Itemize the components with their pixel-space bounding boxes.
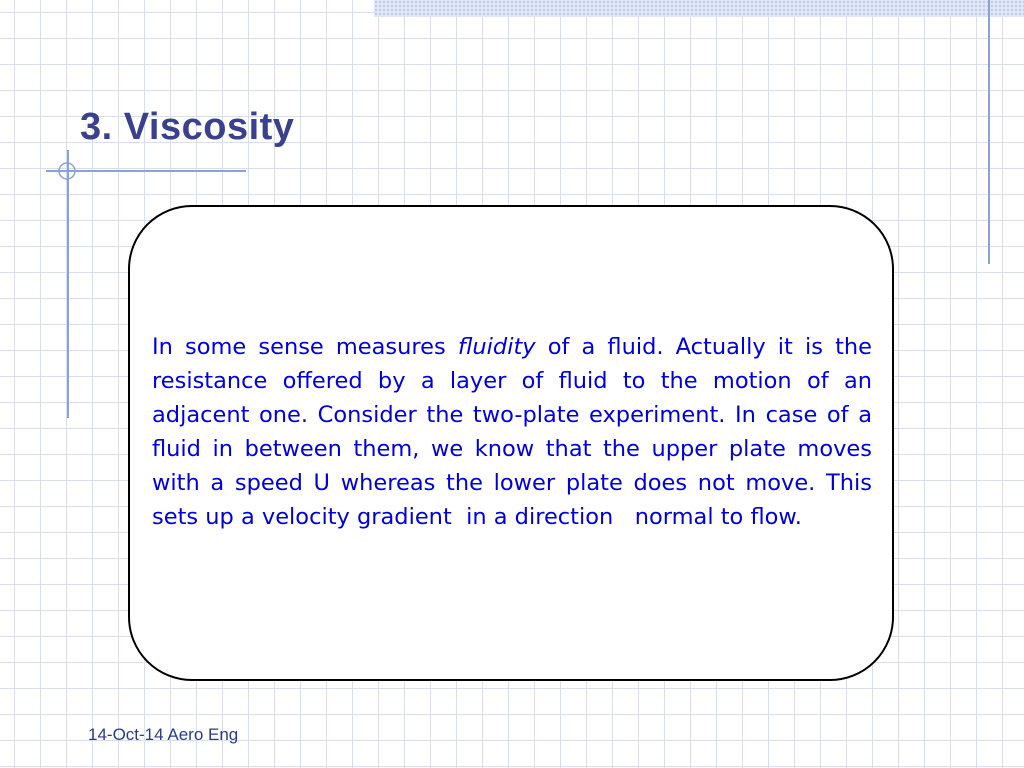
body-text-rest: of a fluid. Actually it is the resistance offered by a layer of fluid to the motion of an adjacent one. Consider the two-plate experiment. In case of a fluid in between them, we know that the upper plate moves with a speed U whereas the lower plate does not move. This sets up a velocity gradient in a direction normal to flow.	[152, 334, 880, 530]
left-decorative-rule	[67, 150, 69, 418]
body-text-lead: In some sense measures	[152, 334, 458, 360]
top-decorative-band	[374, 0, 1024, 17]
body-paragraph	[152, 330, 880, 534]
footer-date-course: 14-Oct-14 Aero Eng	[88, 725, 239, 744]
body-text-italic-term: fluidity	[457, 334, 536, 360]
slide-title: 3. Viscosity	[80, 106, 295, 148]
right-decorative-rule	[988, 0, 990, 264]
crosshair-circle-icon	[56, 160, 78, 182]
